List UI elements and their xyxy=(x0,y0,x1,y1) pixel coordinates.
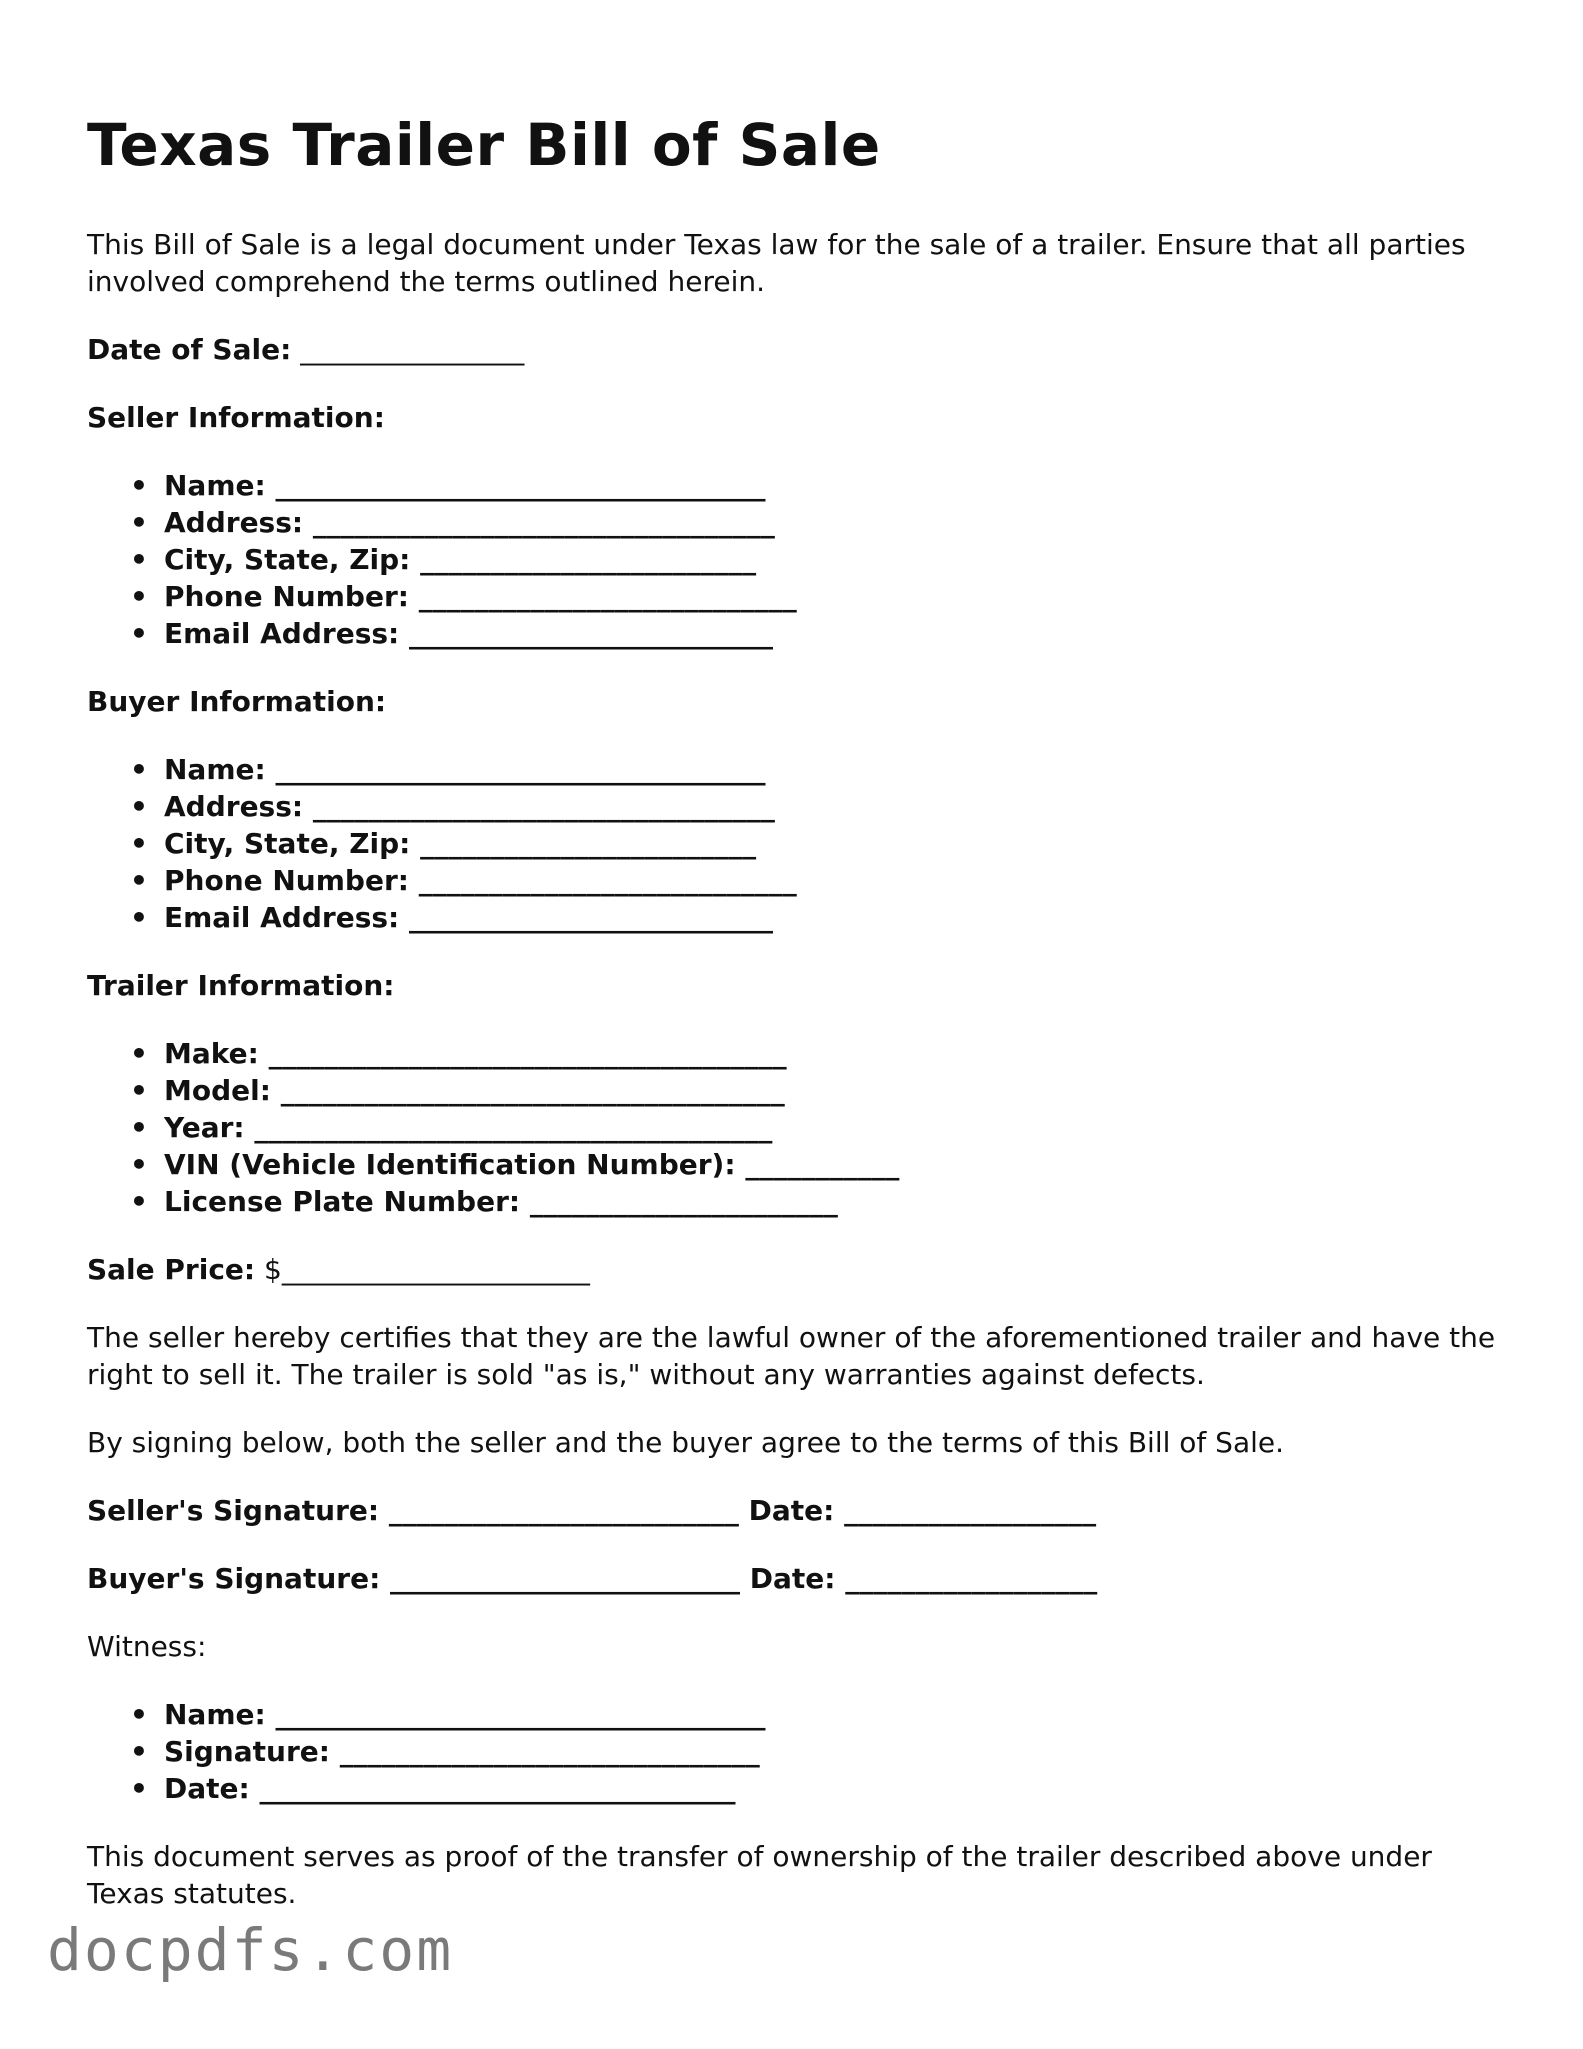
buyer-signature-blank[interactable]: _________________________ xyxy=(390,1562,741,1595)
closing-paragraph: This document serves as proof of the transfer of ownership of the trailer described above under Texas statutes. xyxy=(87,1840,1432,1910)
field-label: Email Address: xyxy=(164,901,400,934)
buyer-name-field xyxy=(164,751,1507,788)
field-blank[interactable]: ______________________ xyxy=(529,1185,838,1218)
agreement-paragraph: By signing below, both the seller and the buyer agree to the terms of this Bill of Sale. xyxy=(87,1426,1285,1459)
field-label: Name: xyxy=(164,1698,266,1731)
trailer-field-list xyxy=(87,1035,1507,1220)
field-blank[interactable]: ___________________________________ xyxy=(275,753,766,786)
buyer-email-field xyxy=(164,899,1507,936)
trailer-make-field xyxy=(164,1035,1507,1072)
field-blank[interactable]: ______________________________ xyxy=(339,1735,760,1768)
buyer-city-state-zip-field xyxy=(164,825,1507,862)
seller-city-state-zip-field xyxy=(164,541,1507,578)
buyer-signature-line xyxy=(87,1560,1507,1597)
sale-price-label: Sale Price: xyxy=(87,1253,256,1286)
buyer-heading: Buyer Information: xyxy=(87,685,387,718)
seller-address-field xyxy=(164,504,1507,541)
document-page xyxy=(87,110,1507,1943)
field-label: Phone Number: xyxy=(164,864,409,897)
seller-field-list xyxy=(87,467,1507,652)
field-label: VIN (Vehicle Identification Number): xyxy=(164,1148,736,1181)
field-blank[interactable]: ___________________________________ xyxy=(275,469,766,502)
witness-field-list xyxy=(87,1696,1507,1807)
field-blank[interactable]: __________________________________ xyxy=(259,1772,736,1805)
field-blank[interactable]: ___________________________ xyxy=(418,864,797,897)
field-blank[interactable]: _____________________________________ xyxy=(268,1037,787,1070)
field-label: Email Address: xyxy=(164,617,400,650)
field-blank[interactable]: ________________________ xyxy=(420,543,757,576)
seller-date-label: Date: xyxy=(748,1494,835,1527)
date-of-sale-label: Date of Sale: xyxy=(87,333,292,366)
buyer-date-label: Date: xyxy=(749,1562,836,1595)
sale-price-blank[interactable]: $______________________ xyxy=(264,1253,590,1286)
seller-email-field xyxy=(164,615,1507,652)
field-blank[interactable]: ____________________________________ xyxy=(280,1074,785,1107)
buyer-address-field xyxy=(164,788,1507,825)
field-blank[interactable]: __________________________ xyxy=(408,901,773,934)
field-label: Signature: xyxy=(164,1735,330,1768)
field-blank[interactable]: _____________________________________ xyxy=(254,1111,773,1144)
field-blank[interactable]: ___________________________ xyxy=(418,580,797,613)
seller-signature-label: Seller's Signature: xyxy=(87,1494,380,1527)
field-label: Name: xyxy=(164,469,266,502)
seller-signature-line xyxy=(87,1492,1507,1529)
seller-date-blank[interactable]: __________________ xyxy=(844,1494,1097,1527)
field-label: Model: xyxy=(164,1074,271,1107)
witness-heading: Witness: xyxy=(87,1630,207,1663)
seller-heading: Seller Information: xyxy=(87,401,385,434)
trailer-year-field xyxy=(164,1109,1507,1146)
field-label: City, State, Zip: xyxy=(164,827,411,860)
seller-phone-field xyxy=(164,578,1507,615)
date-of-sale-blank[interactable]: ________________ xyxy=(300,333,525,366)
document-title: Texas Trailer Bill of Sale xyxy=(87,111,881,179)
field-blank[interactable]: __________________________ xyxy=(408,617,773,650)
field-blank[interactable]: ___________ xyxy=(745,1148,900,1181)
field-label: Phone Number: xyxy=(164,580,409,613)
field-label: Make: xyxy=(164,1037,259,1070)
witness-signature-field xyxy=(164,1733,1507,1770)
trailer-heading: Trailer Information: xyxy=(87,969,395,1002)
field-label: Address: xyxy=(164,790,304,823)
buyer-field-list xyxy=(87,751,1507,936)
seller-signature-blank[interactable]: _________________________ xyxy=(388,1494,739,1527)
field-label: City, State, Zip: xyxy=(164,543,411,576)
intro-paragraph: This Bill of Sale is a legal document under Texas law for the sale of a trailer. Ensure that all parties involved comprehend the terms outlined herein. xyxy=(87,228,1466,298)
field-blank[interactable]: ___________________________________ xyxy=(275,1698,766,1731)
trailer-vin-field xyxy=(164,1146,1507,1183)
buyer-phone-field xyxy=(164,862,1507,899)
field-label: Address: xyxy=(164,506,304,539)
date-of-sale-line xyxy=(87,331,1507,368)
buyer-date-blank[interactable]: __________________ xyxy=(845,1562,1098,1595)
field-label: Year: xyxy=(164,1111,245,1144)
certification-paragraph: The seller hereby certifies that they are the lawful owner of the aforementioned trailer and have the right to sell it. The trailer is sold "as is," without any warranties against defects. xyxy=(87,1321,1496,1391)
witness-name-field xyxy=(164,1696,1507,1733)
field-label: Date: xyxy=(164,1772,250,1805)
trailer-model-field xyxy=(164,1072,1507,1109)
field-label: License Plate Number: xyxy=(164,1185,521,1218)
trailer-license-plate-field xyxy=(164,1183,1507,1220)
field-blank[interactable]: _________________________________ xyxy=(312,506,775,539)
witness-date-field xyxy=(164,1770,1507,1807)
seller-name-field xyxy=(164,467,1507,504)
field-label: Name: xyxy=(164,753,266,786)
field-blank[interactable]: ________________________ xyxy=(420,827,757,860)
sale-price-line xyxy=(87,1251,1507,1288)
field-blank[interactable]: _________________________________ xyxy=(312,790,775,823)
watermark-logo: docpdfs.com xyxy=(47,1916,454,1984)
buyer-signature-label: Buyer's Signature: xyxy=(87,1562,381,1595)
